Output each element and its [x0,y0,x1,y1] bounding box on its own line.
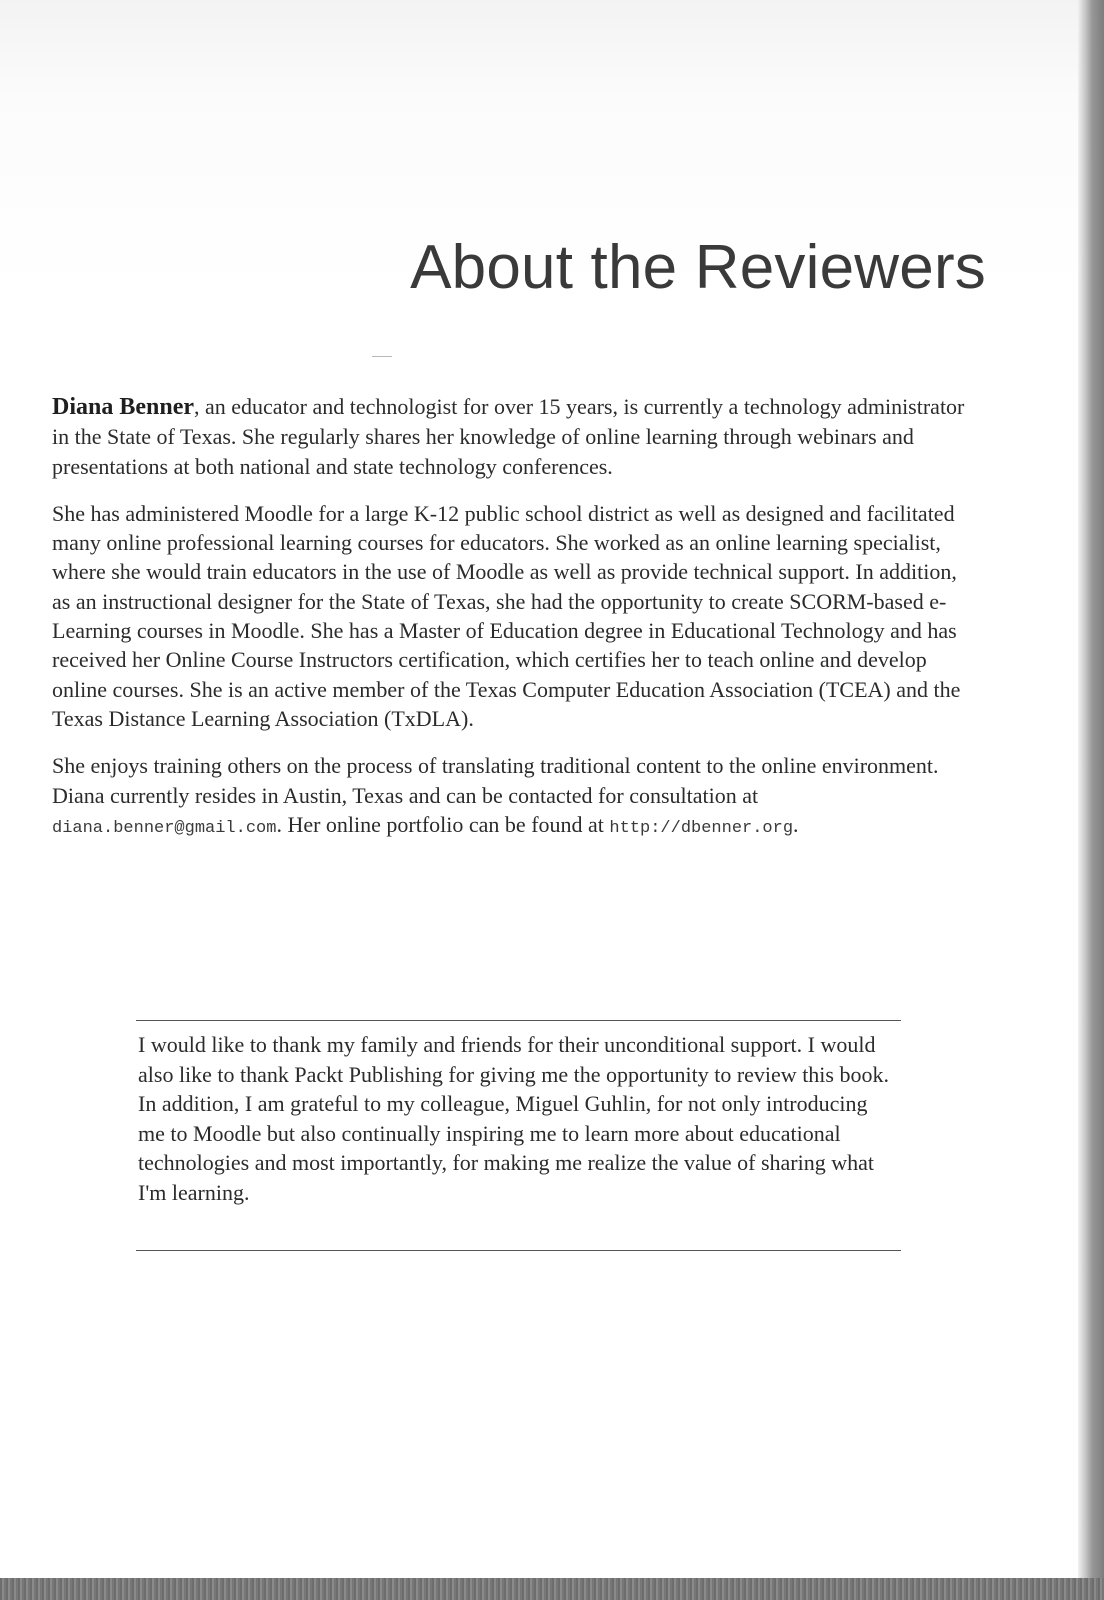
reviewer-bio [52,392,967,861]
bio-paragraph-3 [52,751,967,843]
reviewer-portfolio-url: http://dbenner.org [609,818,794,838]
scan-bottom-edge-shadow [0,1578,1104,1600]
reviewer-email: diana.benner@gmail.com [52,818,277,838]
scan-right-edge-shadow [1078,0,1104,1600]
bio-paragraph-3-end: . [793,811,799,837]
bio-paragraph-3-text-a: She enjoys training others on the process of translating traditional content to the online environment. Diana currently resides in Austin, Texas and can be contacted for consultation at [52,753,939,808]
bio-paragraph-1 [52,392,967,481]
acknowledgement-top-rule [136,1020,901,1021]
bio-intro-text: , an educator and technologist for over 15 years, is currently a technology administrator in the State of Texas. She regularly shares her knowledge of online learning through webinars and presentations at both national and state technology conferences. [52,394,965,479]
page-title: About the Reviewers [410,233,986,302]
bio-paragraph-2: She has administered Moodle for a large K-12 public school district as well as designed and facilitated many online professional learning courses for educators. She worked as an online learning specialist, where she would train educators in the use of Moodle as well as provide technical support. In addition, as an instructional designer for the State of Texas, she had the opportunity to create SCORM-based e-Learning courses in Moodle. She has a Master of Education degree in Educational Technology and has received her Online Course Instructors certification, which certifies her to teach online and develop online courses. She is an active member of the Texas Computer Education Association (TCEA) and the Texas Distance Learning Association (TxDLA). [52,500,961,731]
acknowledgement-bottom-rule [136,1250,901,1251]
bio-paragraph-3-text-b: . Her online portfolio can be found at [276,811,610,837]
scan-artifact-mark [372,356,392,357]
reviewer-name: Diana Benner [52,394,195,420]
acknowledgement-text: I would like to thank my family and friends for their unconditional support. I would also like to thank Packt Publishing for giving me the opportunity to review this book. In addition, I am grateful to my colleague, Miguel Guhlin, for not only introducing me to Moodle but also continually inspiring me to learn more about educational technologies and most importantly, for making me realize the value of sharing what I'm learning. [138,1032,889,1205]
